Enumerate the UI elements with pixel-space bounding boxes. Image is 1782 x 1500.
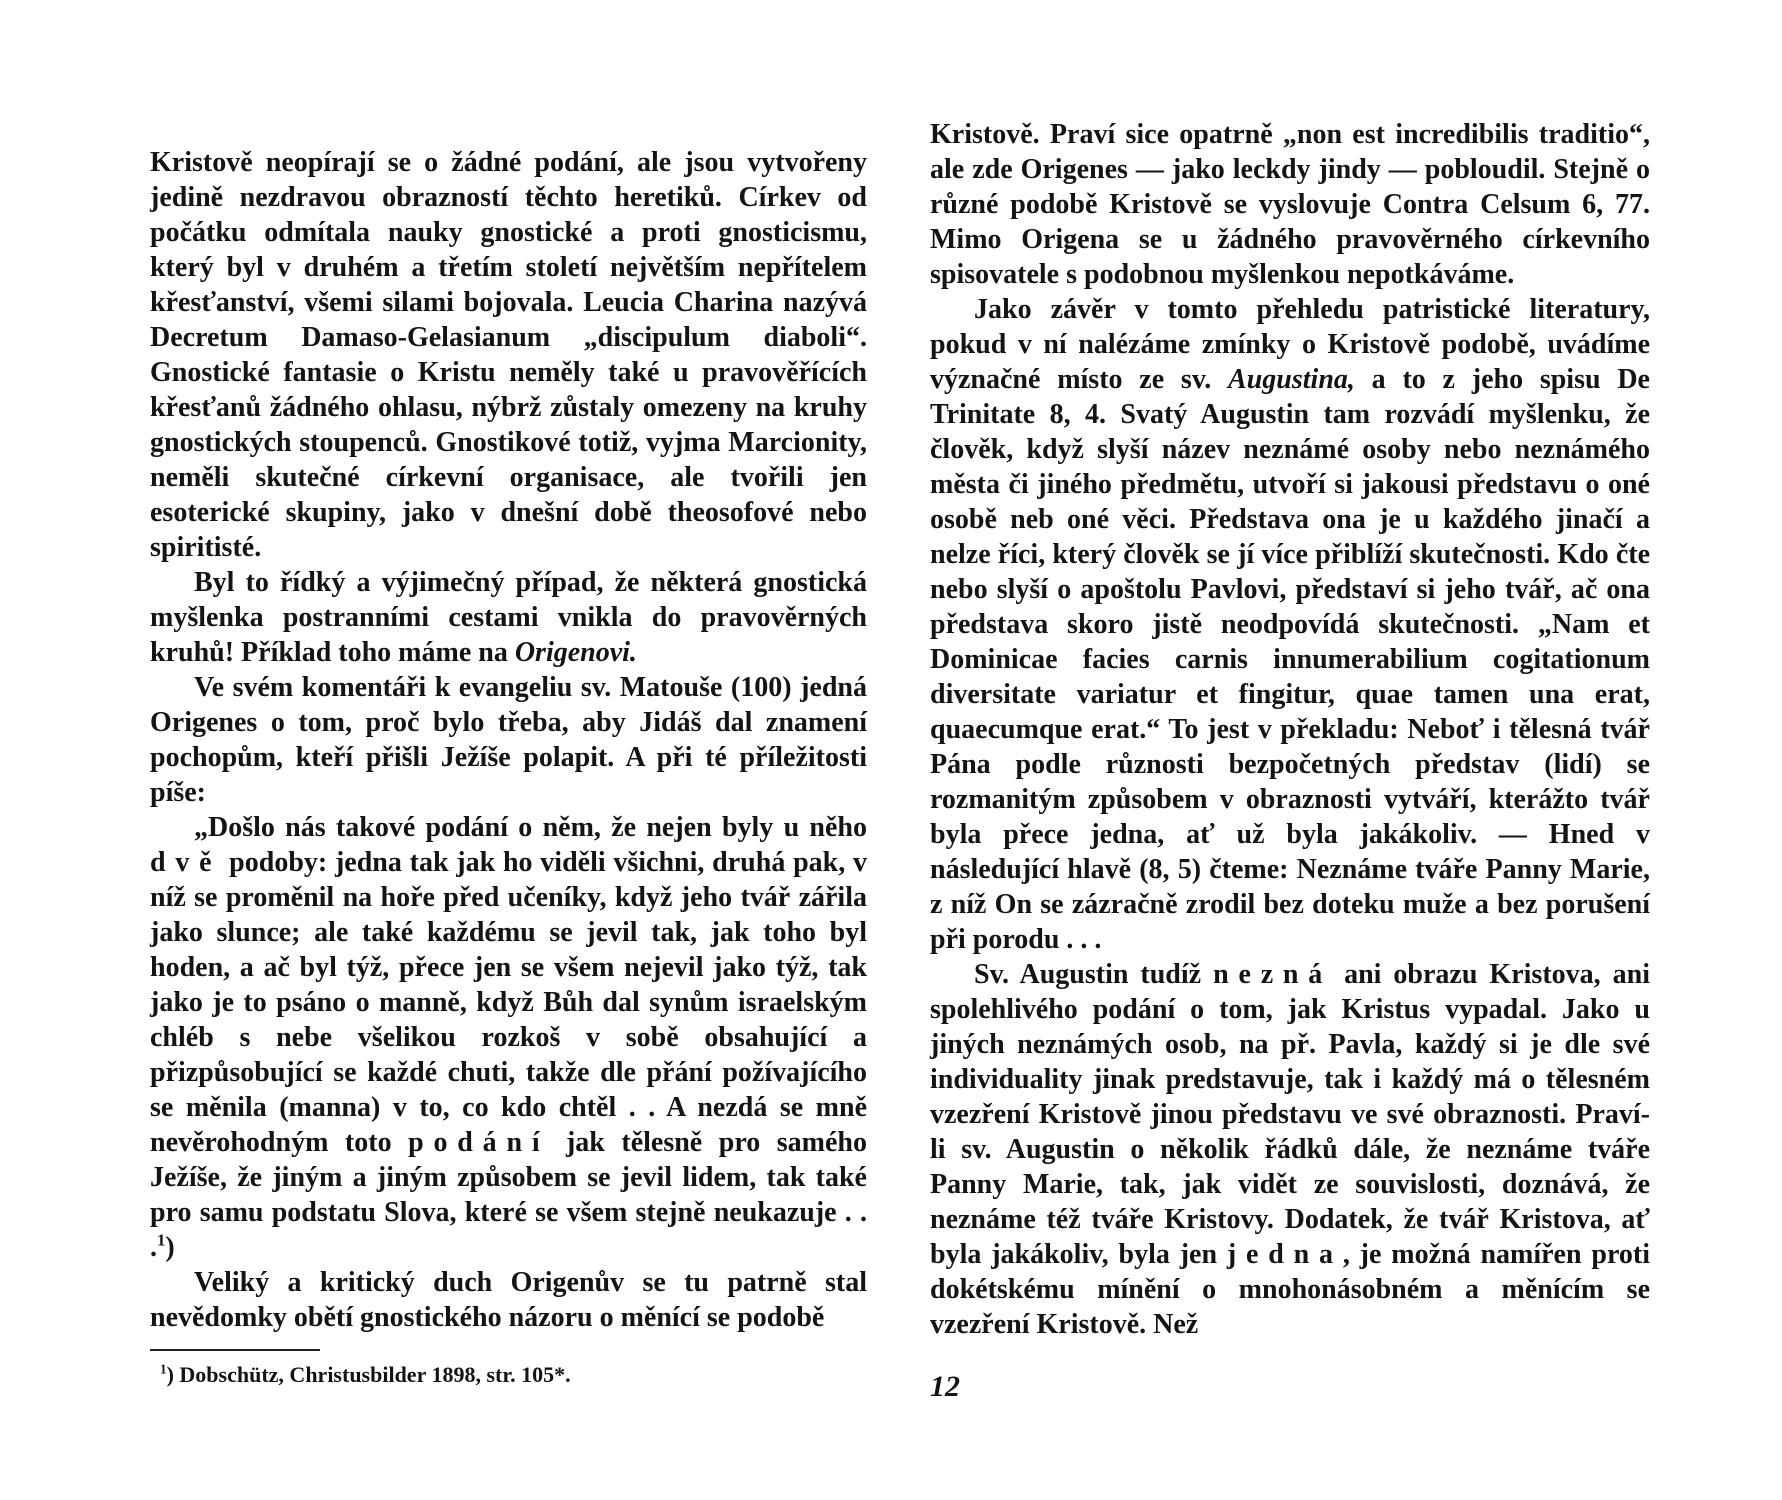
text-run: jak tělesně pro samého Ježíše, že jiným a jiným způsobem se jevil lidem, tak také pro samu podstatu Slova, které se všem stejně neukazuje . . . xyxy=(150,1127,867,1263)
footnote-mark: 1 xyxy=(160,1361,167,1377)
spaced-text: jedna xyxy=(1226,1239,1343,1270)
footnote-reference: 1 xyxy=(157,1230,166,1250)
text-run: ani obrazu Kristova, ani spolehlivého podání o tom, jak Kristus vypadal. Jako u jiných neznámých osob, na př. Pavla, každý si je dle své individuality jinak predstavuje, tak i každý má o tělesném vzezření Kristově jinou představu ve své obraznosti. Praví-li sv. Augustin o několik řádků dále, že neznáme tváře Panny Marie, tak, jak vidět ze souvislosti, doznává, že neznáme též tváře Kristovy. Dodatek, že tvář Kristova, ať byla jakákoliv, byla jen xyxy=(930,959,1650,1270)
text-run: Sv. Augustin tudíž xyxy=(974,959,1214,990)
text-run: ) xyxy=(165,1232,175,1263)
page-number: 12 xyxy=(930,1370,960,1403)
emphasis: Augustina, xyxy=(1228,364,1355,395)
text-run: podoby: jedna tak jak ho viděli všichni, druhá pak, v níž se proměnil na hoře před učeníky, když jeho tvář zářila jako slunce; ale také každému se jevil tak, jak toho byl hoden, a ač byl týž, přece jen se všem nejevil jako týž, tak jako je to psáno o manně, když Bůh dal synům israelským chléb s nebe všelikou rozkoš v sobě obsahující a přizpůsobující se každé chuti, takže dle přání požívajícího se měnila (manna) v to, co kdo chtěl . . A nezdá se mně nevěrohodným toto xyxy=(150,847,867,1158)
spaced-text: nezná xyxy=(1213,959,1333,990)
paragraph: Kristově neopírají se o žádné podání, ale jsou vytvořeny jedině nezdravou obrazností těchto heretiků. Církev od počátku odmítala nauky gnostické a proti gnosticismu, který byl v druhém a třetím století největším nepřítelem křesťanství, všemi silami bojovala. Leucia Charina nazývá Decretum Damaso-Gelasianum „discipulum diaboli“. Gnostické fantasie o Kristu neměly také u pravověřících křesťanů žádného ohlasu, nýbrž zůstaly omezeny na kruhy gnostických stoupenců. Gnostikové totiž, vyjma Marcionity, neměli skutečné církevní organisace, ale tvořili jen esoterické skupiny, jako v dnešní době theosofové nebo spiritisté. xyxy=(150,147,867,563)
text-run: Jako závěr v tomto přehledu patristické literatury, pokud v ní nalézáme zmínky o Kristově podobě, uvádíme význačné místo ze sv. xyxy=(930,294,1650,395)
footnote-divider xyxy=(150,1349,320,1351)
text-run: Byl to řídký a výjimečný případ, že některá gnostická myšlenka postranními cestami vnikla do pravověrných kruhů! Příklad toho máme na xyxy=(150,567,867,668)
text-run: , je možná namířen proti dokétskému mínění o mnohonásobném a měnícím se vzezření Kristově. Než xyxy=(930,1239,1651,1340)
left-page xyxy=(150,145,867,1389)
paragraph: Kristově. Praví sice opatrně „non est incredibilis traditio“, ale zde Origenes — jako leckdy jindy — pobloudil. Stejně o různé podobě Kristově se vyslovuje Contra Celsum 6, 77. Mimo Origena se u žádného pravověrného církevního spisovatele s podobnou myšlenkou nepotkáváme. xyxy=(930,119,1650,290)
spaced-text: dvě xyxy=(150,847,222,878)
spaced-text: podání xyxy=(408,1127,550,1158)
paragraph xyxy=(150,565,867,670)
footnote xyxy=(150,1361,867,1389)
paragraph xyxy=(930,957,1650,1342)
paragraph: Ve svém komentáři k evangeliu sv. Matouše (100) jedná Origenes o tom, proč bylo třeba, aby Jidáš dal znamení pochopům, kteří přišli Ježíše polapit. A při té příležitosti píše: xyxy=(150,672,867,808)
text-run: a to z jeho spisu De Trinitate 8, 4. Svatý Augustin tam rozvádí myšlenku, že člověk, když slyší název neznámé osoby nebo neznámého města či jiného předmětu, utvoří si jakousi představu o oné osobě neb oné věci. Představa ona je u každého jinačí a nelze říci, který člověk se jí více přiblíží skutečnosti. Kdo čte nebo slyší o apoštolu Pavlovi, představí si jeho tvář, ač ona představa skoro jistě neodpovídá skutečnosti. „Nam et Dominicae facies carnis innumerabilium cogitationum diversitate variatur et fingitur, quae tamen una erat, quaecumque erat.“ To jest v překladu: Neboť i tělesná tvář Pána podle různosti bezpočetných představ (lidí) se rozmanitým způsobem v obraznosti vytváří, kterážto tvář byla přece jedna, ať už byla jakákoliv. — Hned v následující hlavě (8, 5) čteme: Neznáme tváře Panny Marie, z níž On se zázračně zrodil bez doteku muže a bez porušení při porodu . . . xyxy=(930,364,1650,955)
quotation xyxy=(150,810,867,1265)
paragraph: Veliký a kritický duch Origenův se tu patrně stal nevědomky obětí gnostického názoru o měnící se podobě xyxy=(150,1267,867,1333)
footnote-text: ) Dobschütz, Christusbilder 1898, str. 105*. xyxy=(166,1362,571,1387)
text-run: „Došlo nás takové podání o něm, že nejen byly u něho xyxy=(194,812,867,843)
emphasis: Origenovi. xyxy=(514,637,637,668)
paragraph xyxy=(930,292,1650,957)
right-page xyxy=(930,117,1650,1342)
